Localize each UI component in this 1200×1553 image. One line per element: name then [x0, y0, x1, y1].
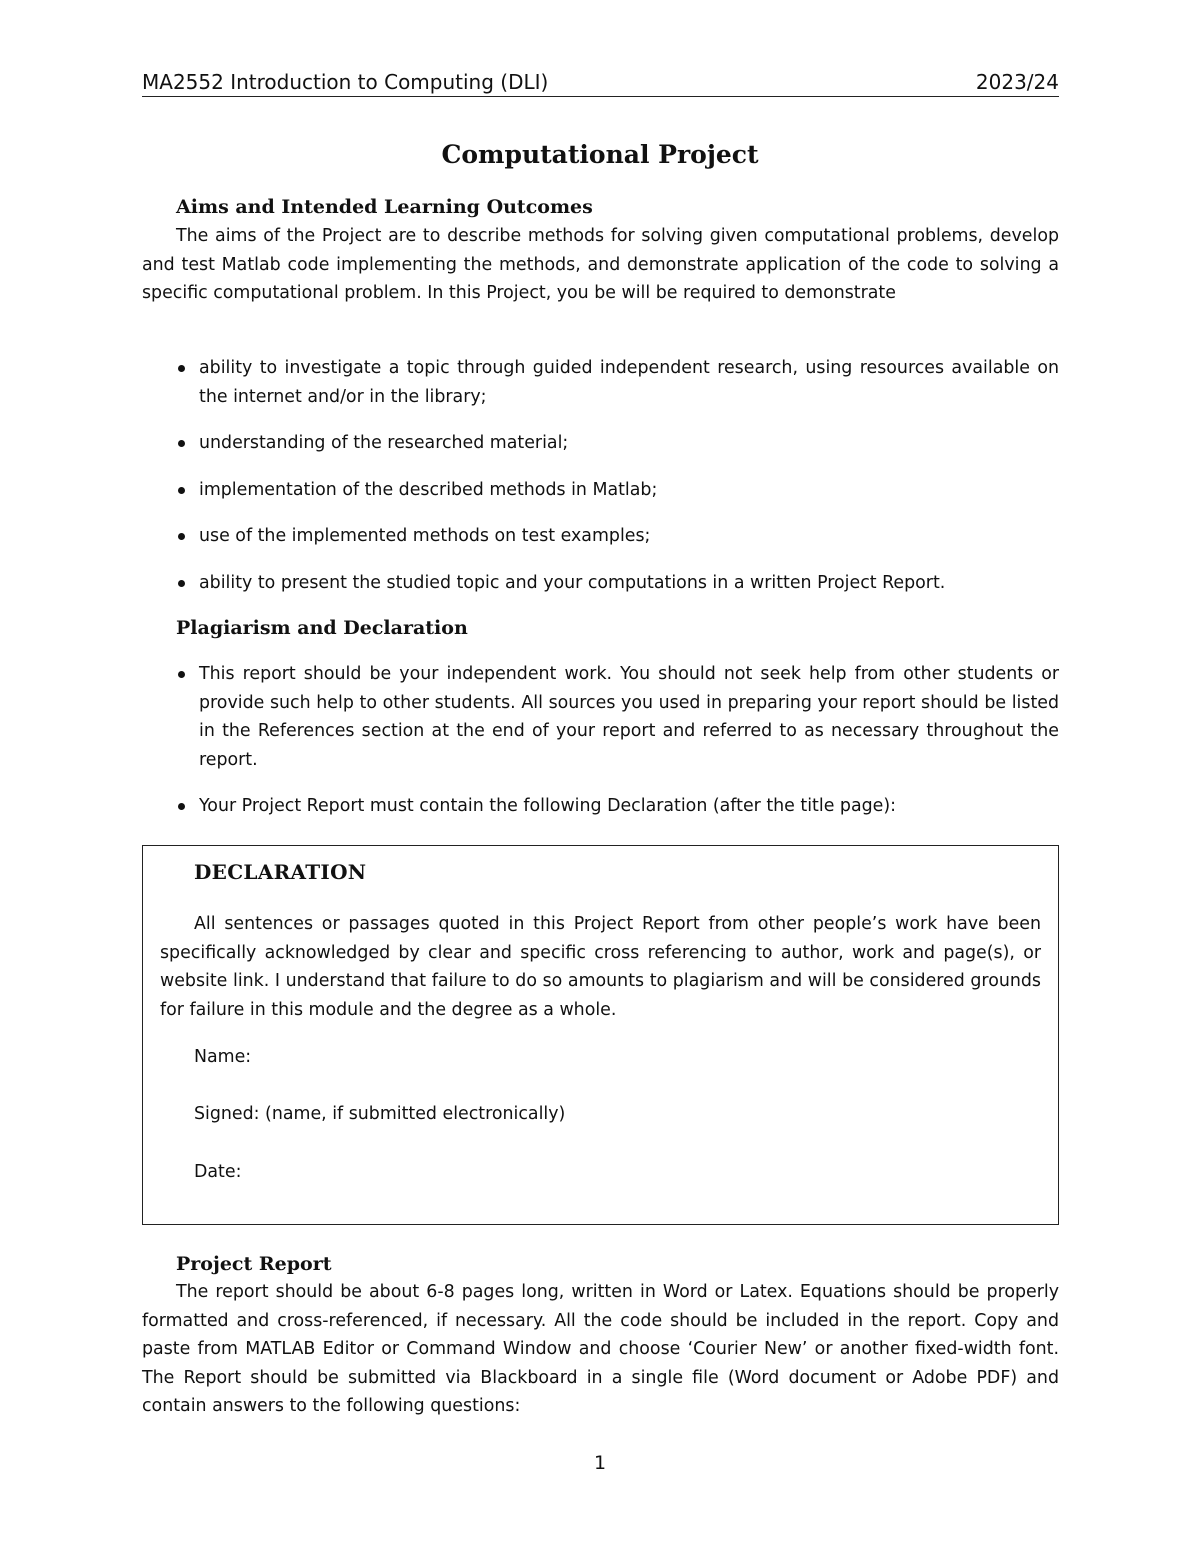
list-item: Your Project Report must contain the following Declaration (after the title page):: [142, 792, 1059, 821]
bullet-icon: [178, 580, 185, 587]
aims-heading: Aims and Intended Learning Outcomes: [176, 196, 593, 218]
plagiarism-heading: Plagiarism and Declaration: [176, 617, 468, 639]
date-field-label: Date:: [194, 1162, 242, 1182]
declaration-box: [142, 845, 1059, 1225]
list-item: use of the implemented methods on test examples;: [142, 522, 1059, 551]
bullet-icon: [178, 671, 185, 678]
declaration-title: DECLARATION: [194, 860, 367, 884]
bullet-icon: [178, 533, 185, 540]
running-header: [142, 68, 1059, 97]
aims-intro: The aims of the Project are to describe methods for solving given computational problems, develop and test Matlab code implementing the methods, and demonstrate application of the code to solving a specific computational problem. In this Project, you be will be required to demonstrate: [142, 226, 1059, 303]
bullet-icon: [178, 440, 185, 447]
aims-list: [142, 354, 1059, 615]
bullet-icon: [178, 365, 185, 372]
report-text: The report should be about 6-8 pages long, written in Word or Latex. Equations should be properly formatted and cross-referenced, if necessary. All the code should be included in the report. Copy and paste from MATLAB Editor or Command Window and choose ‘Courier New’ or another fixed-width font. The Report should be submitted via Blackboard in a single file (Word document or Adobe PDF) and contain answers to the following questions:: [142, 1282, 1059, 1416]
plagiarism-list: [142, 660, 1059, 839]
list-item: This report should be your independent work. You should not seek help from other students or provide such help to other students. All sources you used in preparing your report should be listed in the References section at the end of your report and referred to as necessary throughout the report.: [142, 660, 1059, 774]
page-title: Computational Project: [441, 140, 759, 169]
name-field-label: Name:: [194, 1047, 252, 1067]
bullet-icon: [178, 803, 185, 810]
course-title: MA2552 Introduction to Computing (DLI): [142, 70, 549, 94]
list-item: ability to investigate a topic through guided independent research, using resources available on the internet and/or in the library;: [142, 354, 1059, 411]
list-item: understanding of the researched material;: [142, 429, 1059, 458]
declaration-text: All sentences or passages quoted in this Project Report from other people’s work have been specifically acknowledged by clear and specific cross referencing to author, work and page(s), or website link. I understand that failure to do so amounts to plagiarism and will be considered grounds for failure in this module and the degree as a whole.: [160, 914, 1041, 1020]
list-item: implementation of the described methods in Matlab;: [142, 476, 1059, 505]
report-heading: Project Report: [176, 1253, 332, 1275]
bullet-icon: [178, 487, 185, 494]
academic-year: 2023/24: [975, 70, 1059, 94]
page-number: 1: [593, 1452, 607, 1474]
signed-field-label: Signed: (name, if submitted electronically): [194, 1104, 566, 1124]
list-item: ability to present the studied topic and your computations in a written Project Report.: [142, 569, 1059, 598]
